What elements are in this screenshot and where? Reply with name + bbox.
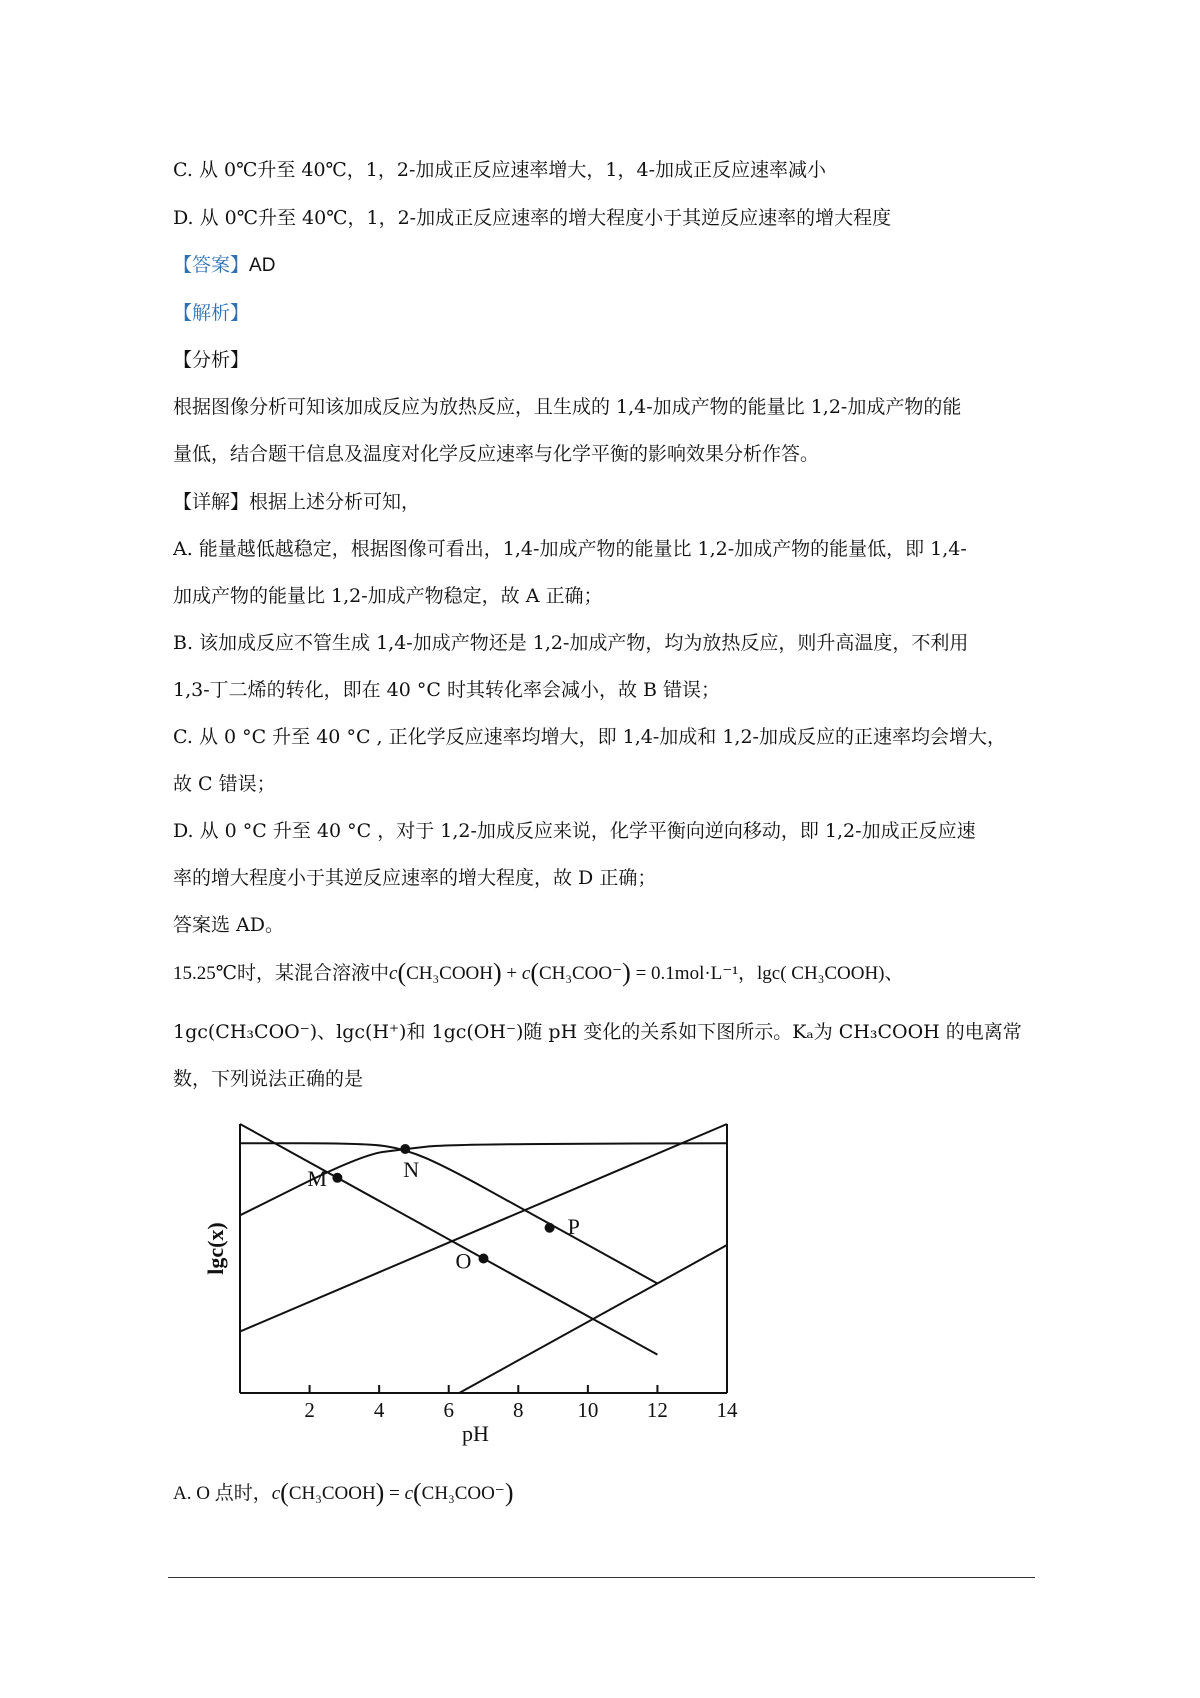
detail-d-line-2: 率的增大程度小于其逆反应速率的增大程度，故 D 正确； bbox=[173, 867, 657, 889]
detail-c-line-2: 故 C 错误； bbox=[173, 773, 276, 795]
point-m bbox=[332, 1173, 342, 1183]
formula-c-2: c bbox=[521, 963, 531, 984]
point-p bbox=[545, 1223, 555, 1233]
point-n bbox=[400, 1144, 410, 1154]
fenxi-label: 【分析】 bbox=[173, 349, 250, 371]
question-15-prefix: 15.25℃时，某混合溶液中 bbox=[173, 963, 390, 984]
series-line-2 bbox=[240, 1124, 727, 1332]
formula-equals: = 0.1mol·L⁻¹ bbox=[635, 963, 739, 984]
x-tick-label: 4 bbox=[373, 1398, 385, 1422]
x-tick-label: 14 bbox=[716, 1398, 738, 1422]
detail-heading: 【详解】根据上述分析可知， bbox=[173, 491, 421, 513]
option-a-prefix: A. O 点时， bbox=[173, 1483, 272, 1504]
x-tick-label: 8 bbox=[513, 1398, 524, 1422]
answer-choice: 答案选 AD。 bbox=[173, 914, 284, 936]
footer-rule bbox=[168, 1577, 1035, 1578]
detail-b-line-2: 1,3-丁二烯的转化，即在 40 °C 时其转化率会减小，故 B 错误； bbox=[173, 679, 721, 701]
x-tick-label: 2 bbox=[304, 1398, 315, 1422]
formula-plus: + bbox=[506, 963, 518, 984]
answer-line bbox=[173, 252, 275, 279]
x-axis-label: pH bbox=[462, 1421, 489, 1446]
option-d-text: D. 从 0℃升至 40℃，1，2-加成正反应速率的增大程度小于其逆反应速率的增大程度 bbox=[173, 207, 892, 229]
question-15-line-1: 15.25℃时，某混合溶液中c(CH₃COOH) + c(CH₃COO⁻) = 0.1mol·L⁻¹，lgc( CH₃COOH)、 bbox=[173, 958, 904, 987]
series-line-1 bbox=[240, 1124, 657, 1355]
detail-a-line-2: 加成产物的能量比 1,2-加成产物稳定，故 A 正确； bbox=[173, 585, 603, 607]
detail-d-line-1: D. 从 0 °C 升至 40 °C ，对于 1,2-加成反应来说，化学平衡向逆向移动，即 1,2-加成正反应速 bbox=[173, 820, 976, 842]
answer-label: 【答案】 bbox=[173, 254, 250, 276]
y-axis-label: lgc(x) bbox=[203, 1222, 228, 1275]
x-tick-label: 10 bbox=[577, 1398, 599, 1422]
option-c-text: C. 从 0℃升至 40℃，1，2-加成正反应速率增大，1，4-加成正反应速率减小 bbox=[173, 159, 826, 181]
point-label-n: N bbox=[403, 1156, 420, 1182]
option-a-ch3coo: CH₃COO⁻ bbox=[421, 1483, 505, 1504]
series-line-4 bbox=[240, 1143, 657, 1283]
option-a-c-1: c bbox=[271, 1483, 281, 1504]
analysis-line-2: 量低，结合题干信息及温度对化学反应速率与化学平衡的影响效果分析作答。 bbox=[173, 443, 820, 465]
point-label-p: P bbox=[567, 1213, 580, 1239]
jiexi-label: 【解析】 bbox=[173, 302, 250, 324]
answer-value: AD bbox=[249, 255, 276, 276]
option-a-equals: = bbox=[389, 1483, 400, 1504]
formula-ch3cooh: CH₃COOH bbox=[406, 963, 493, 984]
x-tick-label: 6 bbox=[443, 1398, 454, 1422]
lgc-ph-chart bbox=[203, 1118, 745, 1463]
question-15-suffix: ，lgc( CH₃COOH)、 bbox=[738, 963, 904, 984]
detail-a-line-1: A. 能量越低越稳定，根据图像可看出，1,4-加成产物的能量比 1,2-加成产物的能量低，即 1,4- bbox=[173, 538, 967, 560]
x-tick-label: 12 bbox=[646, 1398, 668, 1422]
option-a-line: A. O 点时，c(CH₃COOH) = c(CH₃COO⁻) bbox=[173, 1478, 514, 1507]
option-a-c-2: c bbox=[404, 1483, 413, 1504]
point-label-m: M bbox=[307, 1165, 327, 1191]
formula-ch3coo: CH₃COO⁻ bbox=[538, 963, 623, 984]
point-label-o: O bbox=[455, 1248, 472, 1274]
option-a-ch3cooh: CH₃COOH bbox=[288, 1483, 376, 1504]
formula-c-1: c bbox=[389, 963, 398, 984]
detail-b-line-1: B. 该加成反应不管生成 1,4-加成产物还是 1,2-加成产物，均为放热反应，则升高温度，不利用 bbox=[173, 632, 969, 654]
point-o bbox=[479, 1254, 489, 1264]
detail-c-line-1: C. 从 0 °C 升至 40 °C , 正化学反应速率均增大，即 1,4-加成和 1,2-加成反应的正速率均会增大， bbox=[173, 726, 1006, 748]
question-15-line-3: 数，下列说法正确的是 bbox=[173, 1068, 364, 1090]
analysis-line-1: 根据图像分析可知该加成反应为放热反应，且生成的 1,4-加成产物的能量比 1,2-加成产物的能 bbox=[173, 396, 962, 418]
question-15-line-2: 1gc(CH₃COO⁻)、lgc(H⁺)和 1gc(OH⁻)随 pH 变化的关系如下图所示。Kₐ为 CH₃COOH 的电离常 bbox=[173, 1021, 1022, 1043]
